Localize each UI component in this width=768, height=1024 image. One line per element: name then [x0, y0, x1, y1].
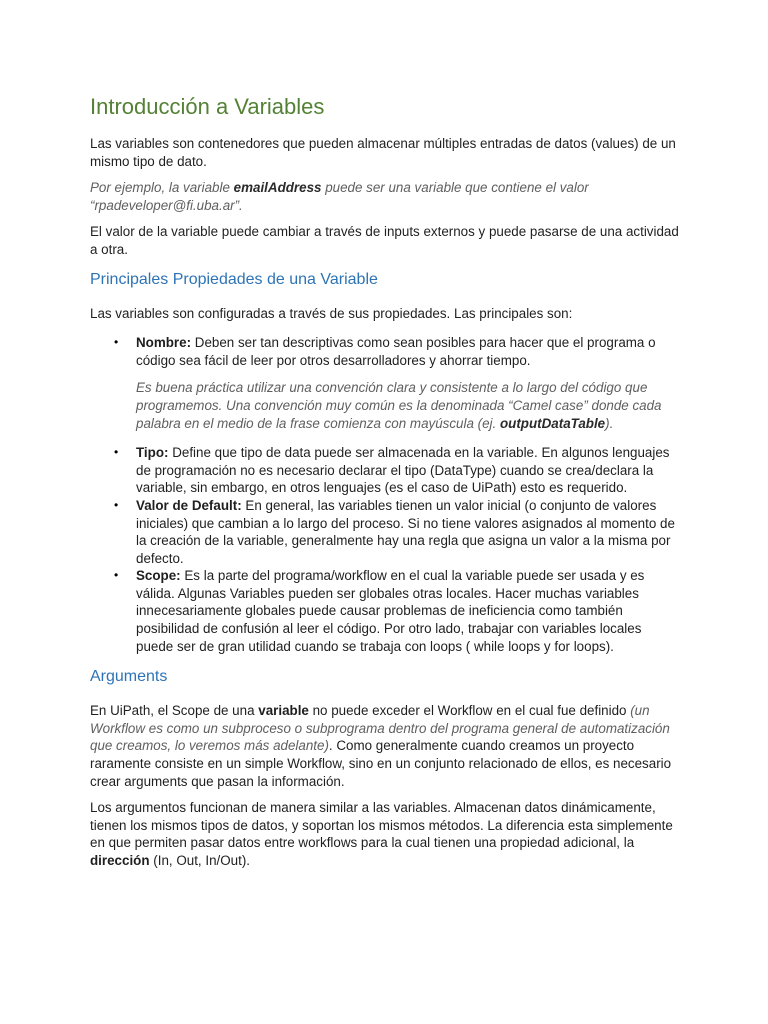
- property-label: Tipo:: [136, 445, 169, 461]
- bullet-icon: •: [114, 497, 119, 512]
- property-text: Define que tipo de data puede ser almacenada en la variable. En algunos lenguajes de programación no es necesario declarar el tipo (DataType) cuando se crea/declara la variable, sin embargo, en otros lenguajes (es el caso de UiPath) esto es requerido.: [136, 445, 670, 496]
- note-text-pre: Es buena práctica utilizar una convención clara y consistente a lo largo del código que programemos. Una convención muy común es la denominada “Camel case” donde cada palabra en el medio de la frase comienza con mayúscula (ej.: [136, 380, 662, 431]
- property-text: Deben ser tan descriptivas como sean posibles para hacer que el programa o código sea fácil de leer por otros desarrolladores y ahorrar tiempo.: [136, 335, 656, 368]
- list-item: [90, 334, 682, 369]
- arguments-paragraph-2: [90, 799, 682, 869]
- arguments-text-mid: no puede exceder el Workflow en el cual fue definido: [308, 703, 631, 719]
- note-text-post: ).: [605, 415, 614, 431]
- list-item: [90, 567, 682, 655]
- properties-list: [90, 334, 682, 369]
- page-title: Introducción a Variables: [90, 94, 325, 119]
- property-text: Es la parte del programa/workflow en el cual la variable puede ser usada y es válida. Algunas Variables pueden ser globales otras locales. Hacer muchas variables innecesariamente globales puede causar problemas de ineficiencia como también posibilidad de confusión al leer el código. Por otro lado, trabajar con variables locales puede ser de gran utilidad cuando se trabaja con loops ( while loops y for loops).: [136, 568, 645, 654]
- property-text: En general, las variables tienen un valor inicial (o conjunto de valores iniciales) que cambian a lo largo del proceso. Si no tiene valores asignados al momento de la creación de la variable, generalmente hay una regla que asigna un valor a la misma por defecto.: [136, 497, 675, 566]
- arguments-italic-note: (un Workflow es como un subproceso o subprograma dentro del programa general de automatización que creamos, lo veremos más adelante): [90, 703, 670, 754]
- bullet-icon: •: [114, 568, 119, 583]
- arguments-text-pre: En UiPath, el Scope de una: [90, 703, 259, 719]
- arguments-text-post: . Como generalmente cuando creamos un proyecto raramente consiste en un simple Workflow, sino en un conjunto relacionado de ellos, es necesario crear arguments que pasan la información.: [90, 738, 672, 789]
- example-text-post: puede ser una variable que contiene el valor “rpadeveloper@fi.uba.ar”.: [90, 180, 589, 213]
- example-text-pre: Por ejemplo, la variable: [90, 180, 234, 196]
- list-item: [90, 444, 682, 497]
- arguments-heading: Arguments: [90, 668, 168, 686]
- example-paragraph: [90, 179, 682, 214]
- arguments-bold-direction: dirección: [90, 853, 150, 868]
- note-example: outputDataTable: [499, 415, 606, 431]
- properties-heading: Principales Propiedades de una Variable: [90, 270, 378, 288]
- arguments-p2-post: (In, Out, In/Out).: [149, 853, 251, 868]
- intro-paragraph: Las variables son contenedores que pueden almacenar múltiples entradas de datos (values) de un mismo tipo de dato.: [90, 136, 676, 169]
- arguments-paragraph-1: [90, 702, 682, 790]
- arguments-p2-pre: Los argumentos funcionan de manera similar a las variables. Almacenan datos dinámicamente, tienen los mismos tipos de datos, y soportan los mismos métodos. La diferencia esta simplemente en que permiten pasar datos entre workflows para la cual tienen una propiedad adicional, la: [90, 800, 673, 851]
- bullet-icon: •: [114, 335, 119, 350]
- property-label: Nombre:: [136, 335, 192, 351]
- arguments-bold-variable: variable: [258, 703, 309, 719]
- property-label: Scope:: [136, 568, 181, 584]
- list-item: [90, 497, 682, 567]
- value-change-paragraph: El valor de la variable puede cambiar a través de inputs externos y puede pasarse de una actividad a otra.: [90, 224, 679, 257]
- camel-case-note: [90, 379, 682, 432]
- bullet-icon: •: [114, 445, 119, 460]
- properties-lead: Las variables son configuradas a través de sus propiedades. Las principales son:: [90, 305, 573, 321]
- property-label: Valor de Default:: [136, 497, 242, 513]
- document-page: [90, 92, 682, 879]
- example-variable-name: emailAddress: [233, 180, 322, 196]
- properties-list-continued: [90, 444, 682, 655]
